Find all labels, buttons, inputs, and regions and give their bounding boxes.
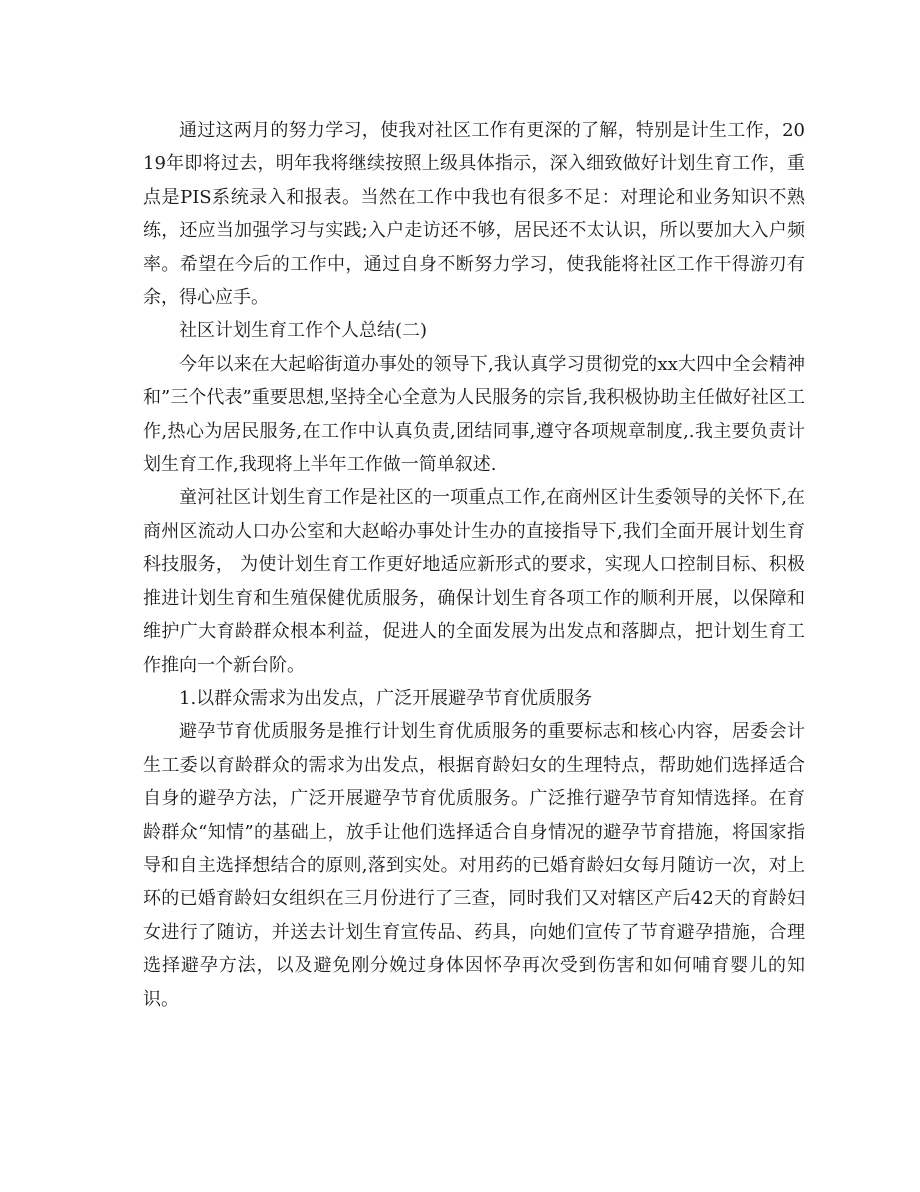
- paragraph-study-summary: 通过这两月的努力学习，使我对社区工作有更深的了解，特别是计生工作，2019年即将过去，明年我将继续按照上级具体指示，深入细致做好计划生育工作，重点是PIS系统录入和报表。当然在工作中我也有很多不足：对理论和业务知识不熟练，还应当加强学习与实践;入户走访还不够，居民还不太认识，所以要加大入户频率。希望在今后的工作中，通过自身不断努力学习，使我能将社区工作干得游刃有余，得心应手。: [143, 120, 805, 309]
- subsection-title-1: 1.以群众需求为出发点，广泛开展避孕节育优质服务: [179, 687, 593, 709]
- paragraph-contraception-service: 避孕节育优质服务是推行计划生育优质服务的重要标志和核心内容，居委会计生工委以育龄群众的需求为出发点，根据育龄妇女的生理特点，帮助她们选择适合自身的避孕方法，广泛开展避孕节育优质服务。广泛推行避孕节育知情选择。在育龄群众“知情”的基础上，放手让他们选择适合自身情况的避孕节育措施，将国家指导和自主选择想结合的原则,落到实处。对用药的已婚育龄妇女每月随访一次，对上环的已婚育龄妇女组织在三月份进行了三查，同时我们又对辖区产后42天的育龄妇女进行了随访，并送去计划生育宣传品、药具，向她们宣传了节育避孕措施，合理选择避孕方法，以及避免刚分娩过身体因怀孕再次受到伤害和如何哺育婴儿的知识。: [143, 721, 805, 1010]
- paragraph-leadership: 今年以来在大起峪街道办事处的领导下,我认真学习贯彻党的xx大四中全会精神和”三个代表”重要思想,坚持全心全意为人民服务的宗旨,我积极协助主任做好社区工作,热心为居民服务,在工作中认真负责,团结同事,遵守各项规章制度,.我主要负责计划生育工作,我现将上半年工作做一简单叙述.: [143, 353, 805, 476]
- document-body: [143, 114, 805, 1016]
- paragraph-community-work: 童河社区计划生育工作是社区的一项重点工作,在商州区计生委领导的关怀下,在商州区流动人口办公室和大赵峪办事处计生办的直接指导下,我们全面开展计划生育科技服务， 为使计划生育工作更好地适应新形式的要求，实现人口控制目标、积极推进计划生育和生殖保健优质服务，确保计划生育各项工作的顺利开展，以保障和维护广大育龄群众根本利益，促进人的全面发展为出发点和落脚点，把计划生育工作推向一个新台阶。: [143, 487, 805, 676]
- section-title-summary-2: 社区计划生育工作个人总结(二): [179, 320, 428, 342]
